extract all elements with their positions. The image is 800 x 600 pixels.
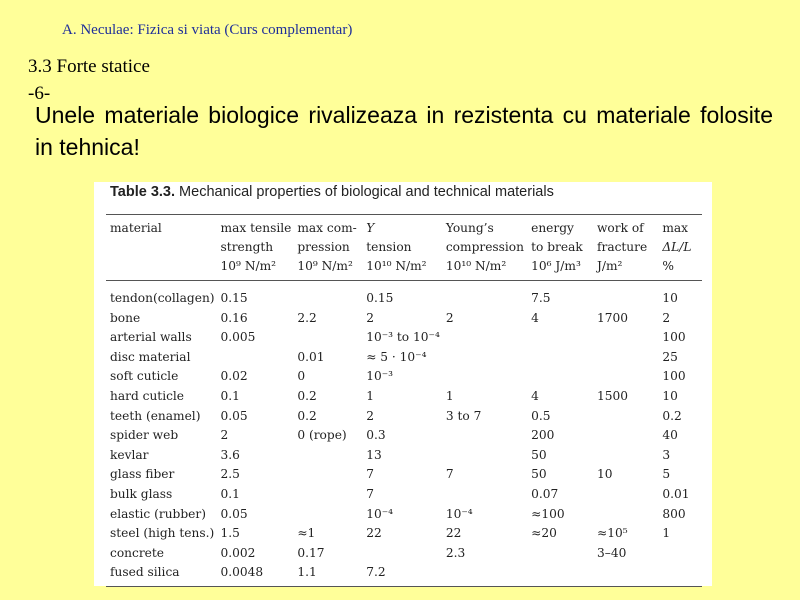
value-cell xyxy=(293,505,362,525)
table-row xyxy=(106,446,702,466)
table-caption xyxy=(110,184,554,200)
column-header-line: tension xyxy=(366,240,412,254)
value-cell xyxy=(658,563,702,586)
value-cell: 1 xyxy=(662,526,671,541)
value-cell: 0.3 xyxy=(366,428,386,443)
material-name-cell: arterial walls xyxy=(110,330,192,345)
value-cell: 3 xyxy=(662,447,671,462)
value-cell: 10 xyxy=(596,467,613,482)
value-cell xyxy=(593,485,658,505)
table-header-row xyxy=(106,215,702,281)
table-row xyxy=(106,328,702,348)
value-cell xyxy=(527,544,593,564)
column-header-line: strength xyxy=(220,240,274,254)
material-name-cell: disc material xyxy=(110,349,191,364)
value-cell: 200 xyxy=(531,428,555,443)
page-number: -6- xyxy=(28,83,51,104)
value-cell xyxy=(593,328,658,348)
value-cell: 10 xyxy=(662,291,678,305)
material-name-cell: spider web xyxy=(110,428,179,443)
column-header xyxy=(527,215,593,281)
value-cell xyxy=(442,446,527,466)
value-cell: 2 xyxy=(366,408,374,423)
value-cell: 40 xyxy=(662,428,678,443)
value-cell xyxy=(442,563,527,586)
value-cell: 10⁻³ to 10⁻⁴ xyxy=(366,330,440,345)
value-cell: 0.2 xyxy=(297,408,317,423)
value-cell: 7.2 xyxy=(366,565,386,580)
value-cell xyxy=(217,348,294,368)
value-cell: 3–40 xyxy=(596,545,627,560)
value-cell xyxy=(593,281,658,309)
value-cell: 10⁻⁴ xyxy=(445,506,473,521)
value-cell: ≈10⁵ xyxy=(596,526,628,541)
column-header-line: 10¹⁰ N/m² xyxy=(366,259,427,273)
value-cell xyxy=(293,465,362,485)
value-cell xyxy=(442,328,527,348)
column-header-line: J/m² xyxy=(596,259,623,273)
value-cell: 0 xyxy=(297,369,306,384)
material-name-cell: elastic (rubber) xyxy=(110,506,206,521)
value-cell xyxy=(527,563,593,586)
table-row xyxy=(106,407,702,427)
value-cell: 10⁻⁴ xyxy=(366,506,394,521)
column-header-line: fracture xyxy=(596,240,648,254)
value-cell: 10 xyxy=(662,388,678,403)
column-header-line: Young’s xyxy=(445,221,494,235)
value-cell xyxy=(442,281,527,309)
table-caption-title: Mechanical properties of biological and technical materials xyxy=(179,184,554,200)
value-cell xyxy=(658,544,702,564)
table-row xyxy=(106,505,702,525)
value-cell: 0.1 xyxy=(220,486,240,501)
table-row xyxy=(106,281,702,309)
table-row xyxy=(106,524,702,544)
material-name-cell: bulk glass xyxy=(110,486,173,501)
value-cell: 0.02 xyxy=(220,369,248,384)
value-cell: ≈20 xyxy=(531,526,557,541)
column-header-line: % xyxy=(662,259,674,273)
table-row xyxy=(106,387,702,407)
value-cell xyxy=(442,485,527,505)
value-cell xyxy=(293,485,362,505)
value-cell: ≈ 5 · 10⁻⁴ xyxy=(366,349,427,364)
table-row xyxy=(106,309,702,329)
column-header-line: 10⁹ N/m² xyxy=(220,259,277,273)
column-header xyxy=(593,215,658,281)
material-name-cell: fused silica xyxy=(110,565,180,580)
value-cell xyxy=(593,367,658,387)
material-name-cell: teeth (enamel) xyxy=(110,408,201,423)
column-header-line: pression xyxy=(297,240,350,254)
value-cell: 7 xyxy=(366,467,374,482)
value-cell: 0.002 xyxy=(220,545,256,560)
value-cell: 0.17 xyxy=(297,545,325,560)
value-cell: 10⁻³ xyxy=(366,369,394,384)
column-header-line: max tensile xyxy=(220,221,292,235)
value-cell: 100 xyxy=(662,369,686,384)
column-header-line: 10⁶ J/m³ xyxy=(531,259,581,273)
value-cell: 0.15 xyxy=(220,291,248,305)
value-cell: 100 xyxy=(662,330,686,345)
value-cell: 25 xyxy=(662,349,678,364)
column-header-line: work of xyxy=(596,221,644,235)
value-cell: 2.5 xyxy=(220,467,240,482)
value-cell: 2.3 xyxy=(445,545,466,560)
value-cell xyxy=(593,505,658,525)
value-cell: 4 xyxy=(531,310,539,325)
table-body xyxy=(106,281,702,587)
material-name-cell: concrete xyxy=(110,545,164,560)
value-cell: 0.5 xyxy=(531,408,551,423)
value-cell xyxy=(593,348,658,368)
value-cell xyxy=(442,348,527,368)
value-cell: 800 xyxy=(662,506,686,521)
value-cell: 0.01 xyxy=(662,486,690,501)
column-header-line: Y xyxy=(366,221,375,235)
value-cell: 2.2 xyxy=(297,310,317,325)
column-header-line: compression xyxy=(445,240,524,254)
column-header xyxy=(293,215,362,281)
value-cell: 1 xyxy=(366,388,374,403)
column-header xyxy=(442,215,527,281)
table-row xyxy=(106,367,702,387)
value-cell: 0.2 xyxy=(297,388,317,403)
value-cell: 22 xyxy=(445,526,462,541)
column-header-line: 10¹⁰ N/m² xyxy=(445,259,507,273)
value-cell xyxy=(293,328,362,348)
value-cell: 1500 xyxy=(596,388,629,403)
column-header xyxy=(106,215,217,281)
value-cell: 1700 xyxy=(596,310,629,325)
table-row xyxy=(106,426,702,446)
material-name-cell: bone xyxy=(110,310,141,325)
value-cell: ≈1 xyxy=(297,526,316,541)
value-cell: 22 xyxy=(366,526,382,541)
value-cell: 2 xyxy=(220,428,229,443)
value-cell xyxy=(527,348,593,368)
value-cell: ≈100 xyxy=(531,506,565,521)
column-header xyxy=(217,215,294,281)
material-name-cell: glass fiber xyxy=(110,467,175,482)
material-name-cell: kevlar xyxy=(110,447,149,462)
value-cell xyxy=(527,367,593,387)
column-header xyxy=(362,215,442,281)
value-cell: 0.005 xyxy=(220,330,256,345)
value-cell: 50 xyxy=(531,447,547,462)
column-header-line: max com- xyxy=(297,221,357,235)
value-cell: 1.1 xyxy=(297,565,317,580)
value-cell: 3 to 7 xyxy=(445,408,482,423)
value-cell xyxy=(293,446,362,466)
value-cell: 0.1 xyxy=(220,388,240,403)
value-cell: 3.6 xyxy=(220,447,240,462)
value-cell: 7.5 xyxy=(531,291,551,305)
value-cell: 1 xyxy=(445,388,454,403)
value-cell: 2 xyxy=(366,310,374,325)
value-cell: 50 xyxy=(531,467,547,482)
material-name-cell: tendon(collagen) xyxy=(110,291,215,305)
value-cell xyxy=(442,426,527,446)
value-cell: 4 xyxy=(531,388,539,403)
value-cell: 2 xyxy=(445,310,454,325)
value-cell: 0.05 xyxy=(220,506,248,521)
value-cell xyxy=(362,544,442,564)
value-cell: 2 xyxy=(662,310,671,325)
table-row xyxy=(106,485,702,505)
value-cell: 7 xyxy=(366,486,374,501)
column-header-line: 10⁹ N/m² xyxy=(297,259,353,273)
value-cell: 0.07 xyxy=(531,486,559,501)
column-header-line: energy xyxy=(531,221,574,235)
table-row xyxy=(106,465,702,485)
table-row xyxy=(106,348,702,368)
value-cell: 13 xyxy=(366,447,382,462)
value-cell: 0 (rope) xyxy=(297,428,347,443)
value-cell xyxy=(593,446,658,466)
table-caption-number: Table 3.3. xyxy=(110,184,176,200)
table-row xyxy=(106,563,702,586)
value-cell xyxy=(593,407,658,427)
value-cell: 7 xyxy=(445,467,454,482)
value-cell: 0.01 xyxy=(297,349,325,364)
table-row xyxy=(106,544,702,564)
value-cell: 0.05 xyxy=(220,408,248,423)
table-panel xyxy=(94,182,712,586)
course-header: A. Neculae: Fizica si viata (Curs complementar) xyxy=(62,22,353,38)
value-cell: 5 xyxy=(662,467,671,482)
column-header-line: max xyxy=(662,221,689,235)
value-cell: 1.5 xyxy=(220,526,240,541)
value-cell xyxy=(442,367,527,387)
material-name-cell: steel (high tens.) xyxy=(110,526,215,541)
value-cell xyxy=(593,426,658,446)
column-header xyxy=(658,215,702,281)
intro-text: Unele materiale biologice rivalizeaza in rezistenta cu materiale folosite in tehnica! xyxy=(35,102,773,160)
column-header-line: material xyxy=(110,221,162,235)
section-title: 3.3 Forte statice xyxy=(28,56,150,77)
value-cell: 0.2 xyxy=(662,408,682,423)
column-header-line: to break xyxy=(531,240,583,254)
properties-table xyxy=(106,214,702,587)
value-cell xyxy=(527,328,593,348)
column-header-line: ΔL/L xyxy=(662,240,692,254)
value-cell: 0.15 xyxy=(366,291,394,305)
value-cell: 0.16 xyxy=(220,310,248,325)
material-name-cell: hard cuticle xyxy=(110,388,185,403)
value-cell xyxy=(593,563,658,586)
material-name-cell: soft cuticle xyxy=(110,369,179,384)
value-cell xyxy=(293,281,362,309)
value-cell: 0.0048 xyxy=(220,565,264,580)
